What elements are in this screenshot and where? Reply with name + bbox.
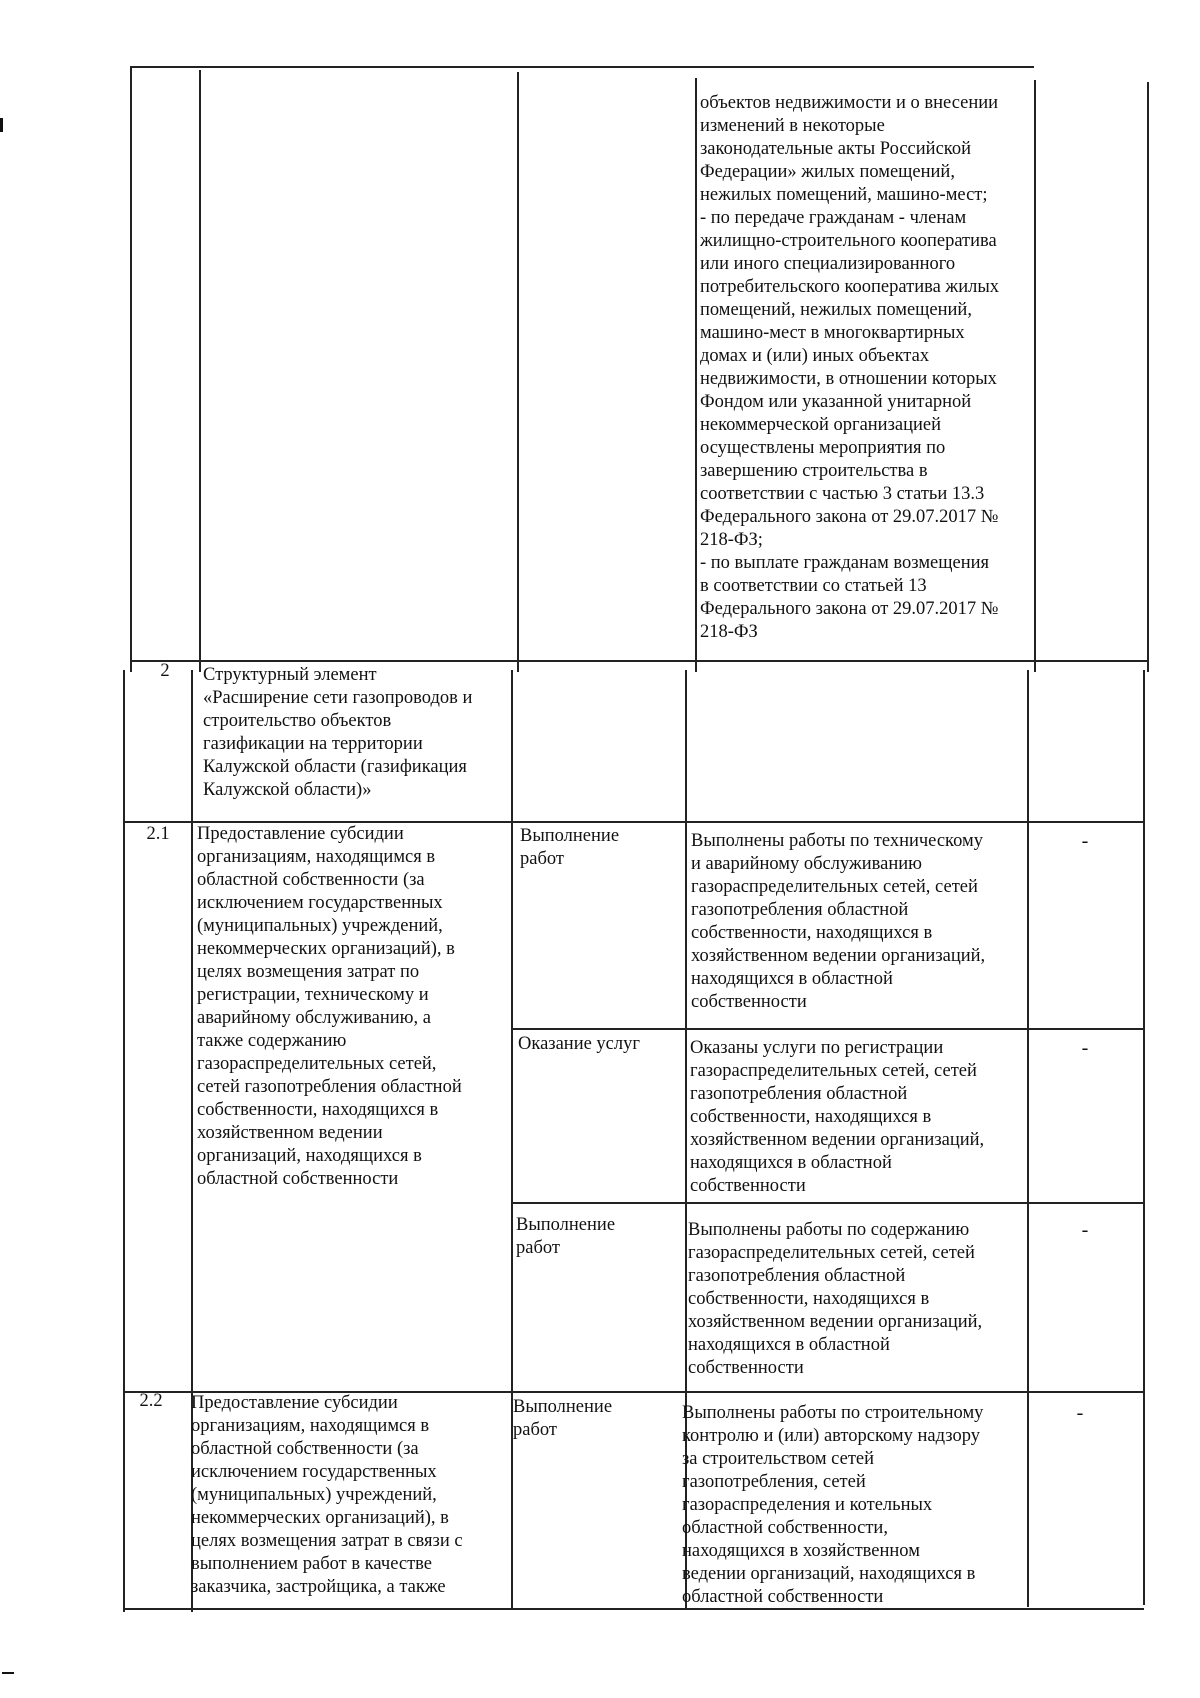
row-name: Структурный элемент «Расширение сети газопроводов и строительство объектов газификации на территории Калужской области (газификация Калужской области)» <box>203 665 473 800</box>
column-divider-number <box>199 70 201 672</box>
table-border-left <box>130 66 132 672</box>
subrow-divider <box>511 1202 1145 1204</box>
subrow-divider <box>511 1028 1145 1030</box>
table-row-continuation-result: объектов недвижимости и о внесении изменений в некоторые законодательные акты Российской Федерации» жилых помещений, нежилых помещений, машино-мест; - по передаче гражданам - членам жилищно-строительного кооператива или иного специализированного потребительского кооператива жилых помещений, нежилых помещений, машино-мест в многоквартирных домах и (или) иных объектах недвижимости, в отношении которых Фондом или указанной унитарной некоммерческой организацией осуществлены мероприятия по завершению строительства в соответствии с частью 3 статьи 13.3 Федерального закона от 29.07.2017 № 218-ФЗ; - по выплате гражданам возмещения в соответствии со статьей 13 Федерального закона от 29.07.2017 № 218-ФЗ <box>700 93 1000 642</box>
work-type: Выполнение работ <box>520 826 620 869</box>
table-border-left <box>123 670 125 1612</box>
column-divider-type <box>695 78 697 672</box>
work-result: Оказаны услуги по регистрации газораспределительных сетей, сетей газопотребления областной собственности, находящихся в хозяйственном ведении организаций, находящихся в областной собственности <box>690 1038 985 1196</box>
work-result: Выполнены работы по строительному контролю и (или) авторскому надзору за строительством сетей газопотребления, сетей газораспределения и котельных областной собственности, находящихся в хозяйственном ведении организаций, находящихся в областной собственности <box>682 1403 984 1607</box>
table-border-right <box>1147 82 1149 672</box>
scan-edge-mark-top <box>0 118 3 132</box>
row-number: 2 <box>160 661 170 681</box>
row-divider <box>130 660 1148 662</box>
row-name: Предоставление субсидии организациям, находящимся в областной собственности (за исключением государственных (муниципальных) учреждений, некоммерческих организаций), в целях возмещения затрат по регистрации, техническому и аварийному обслуживанию, а также содержанию газораспределительных сетей, сетей газопотребления областной собственности, находящихся в хозяйственном ведении организаций, находящихся в областной собственности <box>197 824 462 1189</box>
result-mark: - <box>1081 1037 1089 1059</box>
row-number: 2.1 <box>146 824 170 844</box>
column-divider-name <box>511 670 513 1610</box>
column-divider-result <box>1027 670 1029 1607</box>
work-type: Выполнение работ <box>516 1215 616 1258</box>
work-type: Оказание услуг <box>518 1034 640 1054</box>
work-type: Выполнение работ <box>513 1397 613 1440</box>
work-result: Выполнены работы по содержанию газораспределительных сетей, сетей газопотребления областной собственности, находящихся в хозяйственном ведении организаций, находящихся в областной собственности <box>688 1220 983 1378</box>
table-border-top <box>130 66 1034 68</box>
result-mark: - <box>1081 1219 1089 1241</box>
row-name: Предоставление субсидии организациям, находящимся в областной собственности (за исключением государственных (муниципальных) учреждений, некоммерческих организаций), в целях возмещения затрат в связи с выполнением работ в качестве заказчика, застройщика, а также <box>191 1393 463 1597</box>
table-border-right <box>1143 670 1145 1605</box>
column-divider-name <box>517 72 519 672</box>
column-divider-result <box>1034 80 1036 672</box>
row-number: 2.2 <box>139 1391 163 1411</box>
work-result: Выполнены работы по техническому и аварийному обслуживанию газораспределительных сетей, сетей газопотребления областной собственности, находящихся в хозяйственном ведении организаций, находящихся в областной собственности <box>691 831 986 1012</box>
scan-edge-mark-bottom <box>2 1672 14 1674</box>
result-mark: - <box>1076 1402 1084 1424</box>
result-mark: - <box>1081 830 1089 852</box>
